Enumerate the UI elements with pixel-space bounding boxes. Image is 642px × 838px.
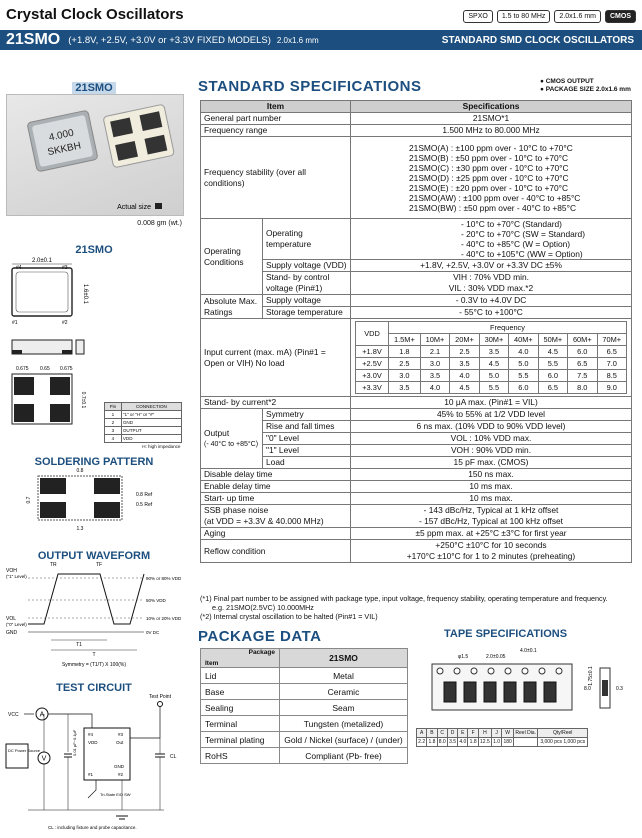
ic-column-header: 50M+ [538, 334, 567, 346]
pkg-value: Seam [280, 700, 408, 716]
conn-header-connection: CONNECTION [121, 403, 181, 411]
ic-column-header: 70M+ [597, 334, 626, 346]
ssb-label-sub: (at VDD = +3.3V & 40.000 MHz) [204, 516, 324, 526]
tc-ammeter: A [39, 711, 45, 719]
ic-value: 1.8 [389, 346, 421, 358]
conn-pin: 1 [105, 411, 122, 419]
tape-dim-label: E [458, 729, 468, 738]
conn-footnote: H: high impedance [142, 444, 181, 449]
wf-voh-sub: ("1" Level) [6, 574, 27, 579]
tc-pin3: #3 [118, 732, 124, 737]
absolute-label: Absolute Max. Ratings [201, 295, 263, 319]
freq-stab-line: 21SMO(D) : ±25 ppm over - 10°C to +70°C [409, 172, 569, 183]
ssb-label: SSB phase noise [204, 505, 269, 515]
tape-dim-value: 3.5 [449, 739, 457, 745]
aging-label: Aging [201, 528, 351, 540]
dim-pad-height: 0.7±0.1 [80, 391, 86, 409]
output-row-value: VOL : 10% VDD max. [351, 433, 632, 445]
sprocket-hole [471, 668, 477, 674]
package-table [200, 648, 408, 764]
pkg-header-item: Item [205, 660, 219, 667]
ic-freq-header: Frequency [389, 322, 627, 334]
freq-stab-line: 21SMO(E) : ±20 ppm over - 10°C to +70°C [409, 182, 569, 193]
tape-pocket [544, 682, 556, 702]
conn-function: OUTPUT [121, 427, 181, 435]
spec-legend [540, 78, 631, 94]
tape-dim-value: 8.0 [438, 739, 446, 745]
output-row-label: Load [263, 457, 351, 469]
ic-value: 8.5 [597, 370, 626, 382]
product-photo [6, 94, 184, 216]
pkg-row [201, 668, 408, 684]
reflow-value-2: +170°C ±10°C for 1 to 2 minutes (preheating) [406, 551, 576, 561]
wf-10pct: 10% or 20% VDD [146, 616, 182, 621]
connection-table [104, 402, 182, 450]
tc-vdd: VDD [88, 740, 98, 745]
ic-value: 5.5 [538, 358, 567, 370]
ic-column-header: 10M+ [420, 334, 449, 346]
dim-length: 2.0±0.1 [32, 258, 52, 264]
tape-dim-w: 8.0 [584, 686, 591, 692]
tape-pocket [444, 682, 456, 702]
tape-dim-label: Reel Dia. [515, 730, 536, 736]
product-photo-art [7, 95, 183, 215]
ic-value: 7.0 [597, 358, 626, 370]
soldering-title: SOLDERING PATTERN [34, 456, 154, 468]
reflow-values [351, 540, 632, 563]
ic-voltage: +3.0V [356, 370, 389, 382]
sprocket-hole [488, 668, 494, 674]
standby-vil: VIL : 30% VDD max.*2 [448, 283, 534, 293]
output-row-value: VOH : 90% VDD min. [351, 445, 632, 457]
dim-pad-1: 0.675 [16, 366, 29, 372]
input-current-label: Input current (max. mA) (Pin#1 = Open or VIH) No load [201, 319, 351, 397]
actual-size-chip [155, 203, 162, 209]
ic-voltage: +3.3V [356, 382, 389, 394]
tape-dim-label: F [468, 729, 478, 738]
tape-dim-label: B [427, 729, 437, 738]
op-temp-values [351, 219, 632, 260]
tc-dc-source: DC Power Source [8, 748, 41, 753]
conn-pin: 4 [105, 435, 122, 443]
output-row-label: Rise and fall times [263, 421, 351, 433]
solder-dim-e: 0.5 Ref [136, 502, 153, 508]
disable-delay-label: Disable delay time [201, 469, 351, 481]
pkg-item: Terminal plating [201, 732, 280, 748]
freq-stab-label: Frequency stability (over all conditions) [201, 137, 351, 219]
output-row-value: 15 pF max. (CMOS) [351, 457, 632, 469]
freq-stab-line: 21SMO(B) : ±50 ppm over - 10°C to +70°C [409, 152, 569, 163]
ic-value: 5.0 [479, 370, 508, 382]
tape-dim-ht: 0.3 [616, 686, 623, 692]
ic-value: 3.5 [420, 370, 449, 382]
tape-dim-value: 180 [503, 739, 512, 745]
ic-value: 4.5 [538, 346, 567, 358]
wf-t1: T1 [76, 642, 82, 648]
ic-voltage: +1.8V [356, 346, 389, 358]
model-banner [0, 30, 642, 50]
soldering-pattern [20, 466, 170, 532]
test-circuit [4, 692, 184, 832]
pin-label-1: #1 [12, 320, 18, 326]
general-part-label: General part number [201, 113, 351, 125]
ic-value: 6.5 [597, 346, 626, 358]
solder-dim-b: 0.7 [26, 496, 32, 504]
freq-stab-line: 21SMO(A) : ±100 ppm over - 10°C to +70°C [409, 142, 573, 153]
output-row-label: "0" Level [263, 433, 351, 445]
tc-pin2: #2 [118, 772, 124, 777]
weight-label: 0.008 gm (wt.) [137, 220, 182, 227]
wf-tf: TF [96, 562, 103, 568]
circuit-title: TEST CIRCUIT [56, 682, 132, 694]
sprocket-hole [454, 668, 460, 674]
tc-voltmeter: V [41, 755, 47, 763]
ic-value: 8.0 [568, 382, 597, 394]
wf-voh: VOH [6, 568, 17, 574]
ic-value: 6.0 [538, 370, 567, 382]
ic-voltage: +2.5V [356, 358, 389, 370]
ic-value: 3.5 [479, 346, 508, 358]
reflow-value-1: +250°C ±10°C for 10 seconds [435, 540, 547, 550]
pkg-row [201, 700, 408, 716]
ic-value: 4.0 [420, 382, 449, 394]
tape-dim-value: 2.2 [418, 739, 426, 745]
tape-pocket [484, 682, 496, 702]
disable-delay-value: 150 ns max. [351, 469, 632, 481]
startup-time-label: Start- up time [201, 493, 351, 505]
tape-pocket [464, 682, 476, 702]
op-temp-line: - 20°C to +70°C (SW = Standard) [461, 229, 586, 239]
output-waveform [4, 560, 184, 670]
tape-dim-headers [417, 729, 588, 738]
tape-dim-top: 4.0±0.1 [520, 648, 537, 654]
storage-temp-label: Storage temperature [263, 307, 351, 319]
tape-dim-side: 1.75±0.1 [588, 666, 594, 686]
ic-value: 4.0 [509, 346, 538, 358]
wf-vol-sub: ("0" Level) [6, 622, 27, 627]
chip-marking-2: SKKBH [46, 140, 83, 159]
pkg-value: Gold / Nickel (surface) / (under) [280, 732, 408, 748]
pkg-header-package: Package [248, 649, 275, 656]
spec-header-item: Item [201, 101, 351, 113]
tape-title: TAPE SPECIFICATIONS [444, 628, 568, 640]
tc-pin4: #4 [88, 732, 94, 737]
spec-title: STANDARD SPECIFICATIONS [198, 78, 422, 95]
wf-50pct: 50% VDD [146, 598, 166, 603]
ic-value: 2.5 [450, 346, 479, 358]
ic-column-headers [356, 334, 627, 346]
sprocket-hole [522, 668, 528, 674]
pkg-row [201, 732, 408, 748]
tape-dim-label: H [478, 729, 491, 738]
tape-pocket [504, 682, 516, 702]
supply-voltage-label: Supply voltage (VDD) [263, 260, 351, 272]
ic-rows [356, 346, 627, 394]
photo-caption: 21SMO [72, 82, 115, 94]
freq-stab-values [351, 137, 632, 219]
badge-size: 2.0x1.6 mm [554, 10, 601, 23]
ic-column-header: 30M+ [479, 334, 508, 346]
conn-pin: 2 [105, 419, 122, 427]
pin-label-4: #4 [16, 265, 22, 271]
page-title: Crystal Clock Oscillators [6, 6, 184, 23]
tc-gnd: GND [114, 764, 124, 769]
ic-value: 4.0 [450, 370, 479, 382]
ic-value: 7.5 [568, 370, 597, 382]
feature-badges [463, 10, 636, 23]
ic-value: 2.1 [420, 346, 449, 358]
note-1-example: e.g. 21SMO(2.5VC) 10.000MHz [212, 603, 314, 612]
ic-value: 5.0 [509, 358, 538, 370]
ic-column-header: 40M+ [509, 334, 538, 346]
tape-dim-value [514, 738, 538, 747]
tc-footnote: CL : including fixture and probe capacitance. [48, 825, 137, 830]
tape-dim-label: A [417, 729, 427, 738]
ic-value: 9.0 [597, 382, 626, 394]
wf-t: T [92, 652, 96, 658]
pkg-header-model: 21SMO [280, 649, 408, 668]
ic-value: 3.5 [450, 358, 479, 370]
spec-table [200, 100, 632, 563]
standby-vih: VIH : 70% VDD min. [453, 272, 529, 282]
size-label: 2.0x1.6 mm [276, 35, 319, 45]
tape-drawing [424, 646, 636, 724]
conn-function: GND [121, 419, 181, 427]
ic-value: 5.5 [509, 370, 538, 382]
freq-range-value: 1.500 MHz to 80.000 MHz [351, 125, 632, 137]
solder-dim-c: 1.3 [76, 526, 84, 532]
sprocket-hole [539, 668, 545, 674]
spec-notes [200, 594, 636, 621]
tape-dim-value: 1.8 [469, 739, 477, 745]
ic-column-header: 60M+ [568, 334, 597, 346]
pkg-rows [201, 668, 408, 764]
tape-dim-values [417, 738, 588, 747]
ssb-label-cell [201, 505, 351, 528]
pkg-value: Metal [280, 668, 408, 684]
voltage-options: (+1.8V, +2.5V, +3.0V or +3.3V FIXED MODELS) [68, 34, 271, 46]
tape-dim-label: D [447, 729, 457, 738]
solder-dim-d: 0.8 Ref [136, 492, 153, 498]
ic-value: 4.5 [479, 358, 508, 370]
ic-value: 6.5 [568, 358, 597, 370]
chip-marking-1: 4.000 [47, 127, 75, 144]
abs-supply-value: - 0.3V to +4.0V DC [351, 295, 632, 307]
tc-cl: CL [170, 754, 177, 760]
ssb-value-1k: - 143 dBc/Hz, Typical at 1 kHz offset [423, 505, 559, 515]
standby-current-label: Stand- by current*2 [201, 397, 351, 409]
conn-function: "1" or "H" or "#" [121, 411, 181, 419]
standby-control-label: Stand- by control voltage (Pin#1) [263, 272, 351, 295]
tape-dim-pitch: φ1.5 [458, 654, 469, 660]
tape-dim-hole: 2.0±0.05 [486, 654, 506, 660]
tc-test-point: Test Point [149, 694, 171, 700]
solder-dim-a: 0.8 [76, 468, 84, 474]
ic-value: 4.5 [450, 382, 479, 394]
tape-dim-label: J [491, 729, 501, 738]
note-1: (*1) Final part number to be assigned with package type, input voltage, frequency stability, operating temperature and frequency. [200, 594, 608, 603]
op-temp-line: - 40°C to +105°C (WW = Option) [461, 249, 583, 259]
output-label: Output [204, 427, 230, 438]
general-part-value: 21SMO*1 [351, 113, 632, 125]
tape-dim-label: W [502, 729, 514, 738]
input-current-cell [351, 319, 632, 397]
abs-supply-label: Supply voltage [263, 295, 351, 307]
tape-dim-value: 1.8 [428, 739, 436, 745]
ic-row [356, 370, 627, 382]
ssb-values [351, 505, 632, 528]
pkg-row [201, 684, 408, 700]
ic-row [356, 346, 627, 358]
legend-package: ● PACKAGE SIZE 2.0x1.6 mm [540, 86, 631, 93]
tape-dim-value: 3,000 pcs 1,000 pcs [538, 738, 588, 747]
tape-dim-label: Qty/Reel [538, 729, 588, 738]
ic-row [356, 358, 627, 370]
package-title: PACKAGE DATA [198, 628, 322, 645]
enable-delay-label: Enable delay time [201, 481, 351, 493]
tc-pin1: #1 [88, 772, 94, 777]
badge-cmos: CMOS [605, 10, 636, 23]
freq-stab-line: 21SMO(C) : ±30 ppm over - 10°C to +70°C [409, 162, 569, 173]
wf-gnd: GND [6, 630, 18, 636]
output-row-label: Symmetry [263, 409, 351, 421]
ic-value: 2.5 [389, 358, 421, 370]
wf-90pct: 90% or 80% VDD [146, 576, 182, 581]
tc-vcc: VCC [8, 712, 19, 718]
tape-dim-table [416, 728, 588, 747]
pkg-item: Base [201, 684, 280, 700]
dim-width: 1.6±0.1 [82, 284, 88, 304]
badge-frequency: 1.5 to 80 MHz [497, 10, 551, 23]
wf-tr: TR [50, 562, 57, 568]
tc-tristate: Tri-State E/D SW [100, 792, 131, 797]
supply-voltage-value: +1.8V, +2.5V, +3.0V or +3.3V DC ±5% [351, 260, 632, 272]
freq-stab-line: 21SMO(BW) : ±50 ppm over - 40°C to +85°C [409, 202, 576, 213]
freq-range-label: Frequency range [201, 125, 351, 137]
waveform-title: OUTPUT WAVEFORM [37, 550, 151, 562]
standby-current-value: 10 μA max. (Pin#1 = VIL) [351, 397, 632, 409]
pin-label-3: #3 [62, 265, 68, 271]
sprocket-hole [437, 668, 443, 674]
op-temp-label: Operating temperature [263, 219, 351, 260]
ic-value: 3.0 [389, 370, 421, 382]
model-name: 21SMO [6, 31, 61, 48]
spec-header-spec: Specifications [351, 101, 632, 113]
ic-value: 6.5 [538, 382, 567, 394]
pkg-item: Sealing [201, 700, 280, 716]
pkg-value: Tungsten (metalized) [280, 716, 408, 732]
ssb-value-100k: - 157 dBc/Hz, Typical at 100 kHz offset [419, 516, 563, 526]
conn-function: VDD [121, 435, 181, 443]
tc-capacitor: 0.01 μF~0.1μF [72, 729, 77, 756]
note-2: (*2) Internal crystal oscillation to be halted (Pin#1 = VIL) [200, 612, 378, 621]
op-temp-line: - 40°C to +85°C (W = Option) [461, 239, 571, 249]
tape-dim-label: C [437, 729, 447, 738]
output-label-cell [201, 409, 263, 469]
op-temp-line: - 10°C to +70°C (Standard) [461, 219, 562, 229]
wf-vol: VOL [6, 616, 17, 622]
category-label: STANDARD SMD CLOCK OSCILLATORS [441, 34, 634, 46]
conn-pin: 3 [105, 427, 122, 435]
ic-vdd-header: VDD [356, 322, 389, 346]
startup-time-value: 10 ms max. [351, 493, 632, 505]
input-current-table [355, 321, 627, 394]
wf-0v: 0V DC [146, 630, 160, 635]
actual-size-label: Actual size [117, 204, 151, 211]
ic-value: 3.5 [389, 382, 421, 394]
enable-delay-value: 10 ms max. [351, 481, 632, 493]
sprocket-hole [556, 668, 562, 674]
tape-pocket [524, 682, 536, 702]
operating-label: Operating Conditions [201, 219, 263, 295]
pkg-row [201, 716, 408, 732]
tape-dim-value: 4.0 [459, 739, 467, 745]
outline-title: 21SMO [75, 244, 113, 256]
aging-value: ±5 ppm max. at +25°C ±3°C for first year [351, 528, 632, 540]
storage-temp-value: - 55°C to +100°C [351, 307, 632, 319]
ic-value: 3.0 [420, 358, 449, 370]
ic-row [356, 382, 627, 394]
dim-pad-2: 0.675 [60, 366, 73, 372]
output-label-sub: (- 40°C to +85°C) [204, 440, 259, 448]
badge-spxo: SPXO [463, 10, 492, 23]
output-row-value: 6 ns max. (10% VDD to 90% VDD level) [351, 421, 632, 433]
conn-header-pin: Pin [105, 403, 122, 411]
legend-cmos: ● CMOS OUTPUT [540, 78, 594, 85]
ic-column-header: 1.5M+ [389, 334, 421, 346]
ic-value: 6.0 [568, 346, 597, 358]
pkg-item: Terminal [201, 716, 280, 732]
pin-label-2: #2 [62, 320, 68, 326]
output-row-value: 45% to 55% at 1/2 VDD level [351, 409, 632, 421]
pkg-row [201, 748, 408, 764]
ic-column-header: 20M+ [450, 334, 479, 346]
standby-control-values [351, 272, 632, 295]
wf-symmetry: Symmetry = (T1/T) X 100(%) [61, 662, 127, 668]
tc-out: Out [116, 740, 124, 745]
reflow-label: Reflow condition [201, 540, 351, 563]
pkg-item: RoHS [201, 748, 280, 764]
sprocket-hole [505, 668, 511, 674]
ic-value: 6.0 [509, 382, 538, 394]
pkg-corner-header [201, 649, 280, 668]
pkg-item: Lid [201, 668, 280, 684]
dim-gap: 0.65 [40, 366, 50, 372]
ic-value: 5.5 [479, 382, 508, 394]
pkg-value: Ceramic [280, 684, 408, 700]
tape-dim-value: 1.0 [493, 739, 501, 745]
output-row-label: "1" Level [263, 445, 351, 457]
tape-dim-value: 12.5 [480, 739, 490, 745]
freq-stab-line: 21SMO(AW) : ±100 ppm over - 40°C to +85°C [409, 192, 581, 203]
pkg-value: Compliant (Pb- free) [280, 748, 408, 764]
